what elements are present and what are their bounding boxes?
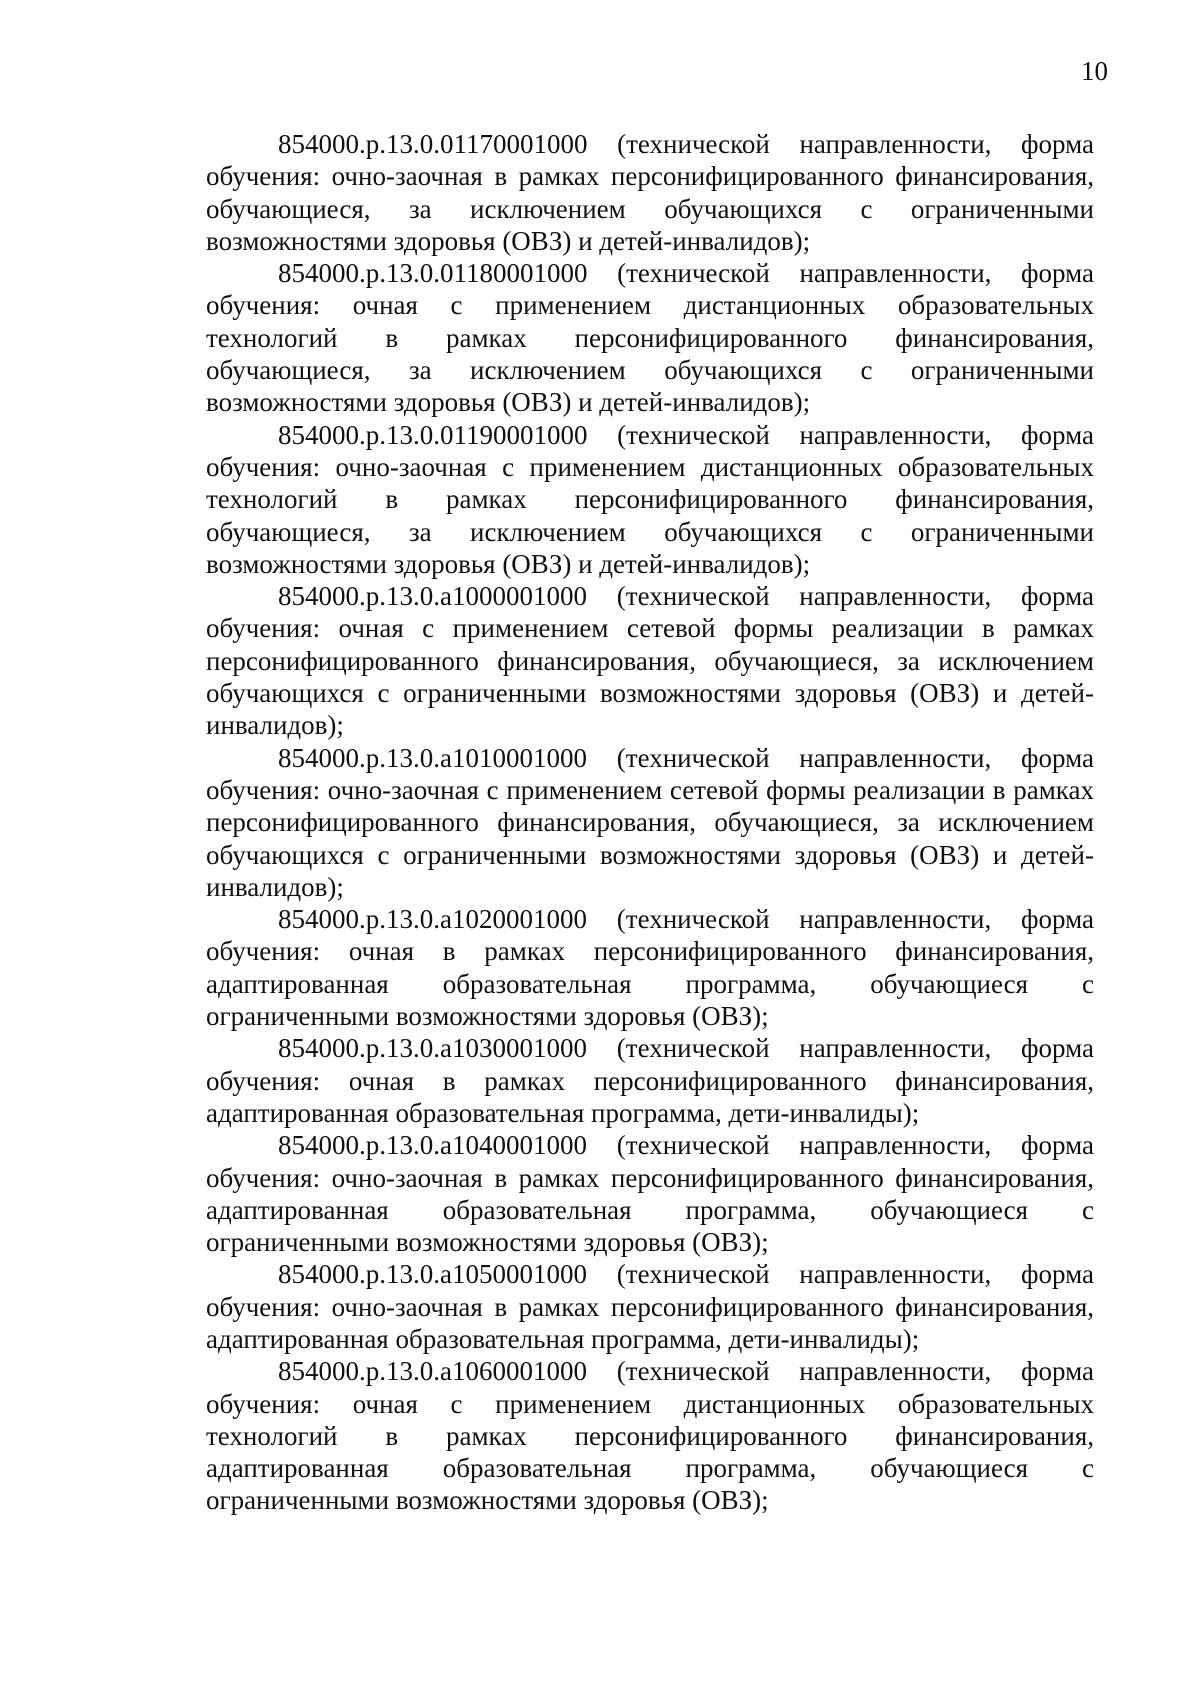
document-body (206, 128, 1094, 1517)
paragraph-service-code-a1020001000: 854000.р.13.0.а1020001000 (технической направленности, форма обучения: очная в рамках персонифицированного финансирования, адаптированная образовательная программа, обучающиеся с ограниченными возможностями здоровья (ОВЗ); (206, 904, 1094, 1032)
paragraph-service-code-a1060001000: 854000.р.13.0.а1060001000 (технической направленности, форма обучения: очная с применением дистанционных образовательных технологий в рамках персонифицированного финансирования, адаптированная образовательная программа, обучающиеся с ограниченными возможностями здоровья (ОВЗ); (206, 1356, 1094, 1516)
paragraph-service-code-a1010001000: 854000.р.13.0.а1010001000 (технической направленности, форма обучения: очно-заочная с применением сетевой формы реализации в рамках персонифицированного финансирования, обучающиеся, за исключением обучающихся с ограниченными возможностями здоровья (ОВЗ) и детей-инвалидов); (206, 742, 1094, 902)
paragraph-service-code-a1030001000: 854000.р.13.0.а1030001000 (технической направленности, форма обучения: очная в рамках персонифицированного финансирования, адаптированная образовательная программа, дети-инвалиды); (206, 1033, 1094, 1128)
paragraph-service-code-a1050001000: 854000.р.13.0.а1050001000 (технической направленности, форма обучения: очно-заочная в рамках персонифицированного финансирования, адаптированная образовательная программа, дети-инвалиды); (206, 1259, 1094, 1354)
paragraph-service-code-a1040001000: 854000.р.13.0.а1040001000 (технической направленности, форма обучения: очно-заочная в рамках персонифицированного финансирования, адаптированная образовательная программа, обучающиеся с ограниченными возможностями здоровья (ОВЗ); (206, 1130, 1094, 1258)
paragraph-service-code-01180001000: 854000.р.13.0.01180001000 (технической направленности, форма обучения: очная с применением дистанционных образовательных технологий в рамках персонифицированного финансирования, обучающиеся, за исключением обучающихся с ограниченными возможностями здоровья (ОВЗ) и детей-инвалидов); (206, 258, 1094, 418)
paragraph-service-code-a1000001000: 854000.р.13.0.а1000001000 (технической направленности, форма обучения: очная с применением сетевой формы реализации в рамках персонифицированного финансирования, обучающиеся, за исключением обучающихся с ограниченными возможностями здоровья (ОВЗ) и детей-инвалидов); (206, 581, 1094, 741)
page-number: 10 (1081, 56, 1108, 86)
paragraph-service-code-01190001000: 854000.р.13.0.01190001000 (технической направленности, форма обучения: очно-заочная с применением дистанционных образовательных технологий в рамках персонифицированного финансирования, обучающиеся, за исключением обучающихся с ограниченными возможностями здоровья (ОВЗ) и детей-инвалидов); (206, 419, 1094, 579)
paragraph-service-code-01170001000: 854000.р.13.0.01170001000 (технической направленности, форма обучения: очно-заочная в рамках персонифицированного финансирования, обучающиеся, за исключением обучающихся с ограниченными возможностями здоровья (ОВЗ) и детей-инвалидов); (206, 129, 1094, 256)
